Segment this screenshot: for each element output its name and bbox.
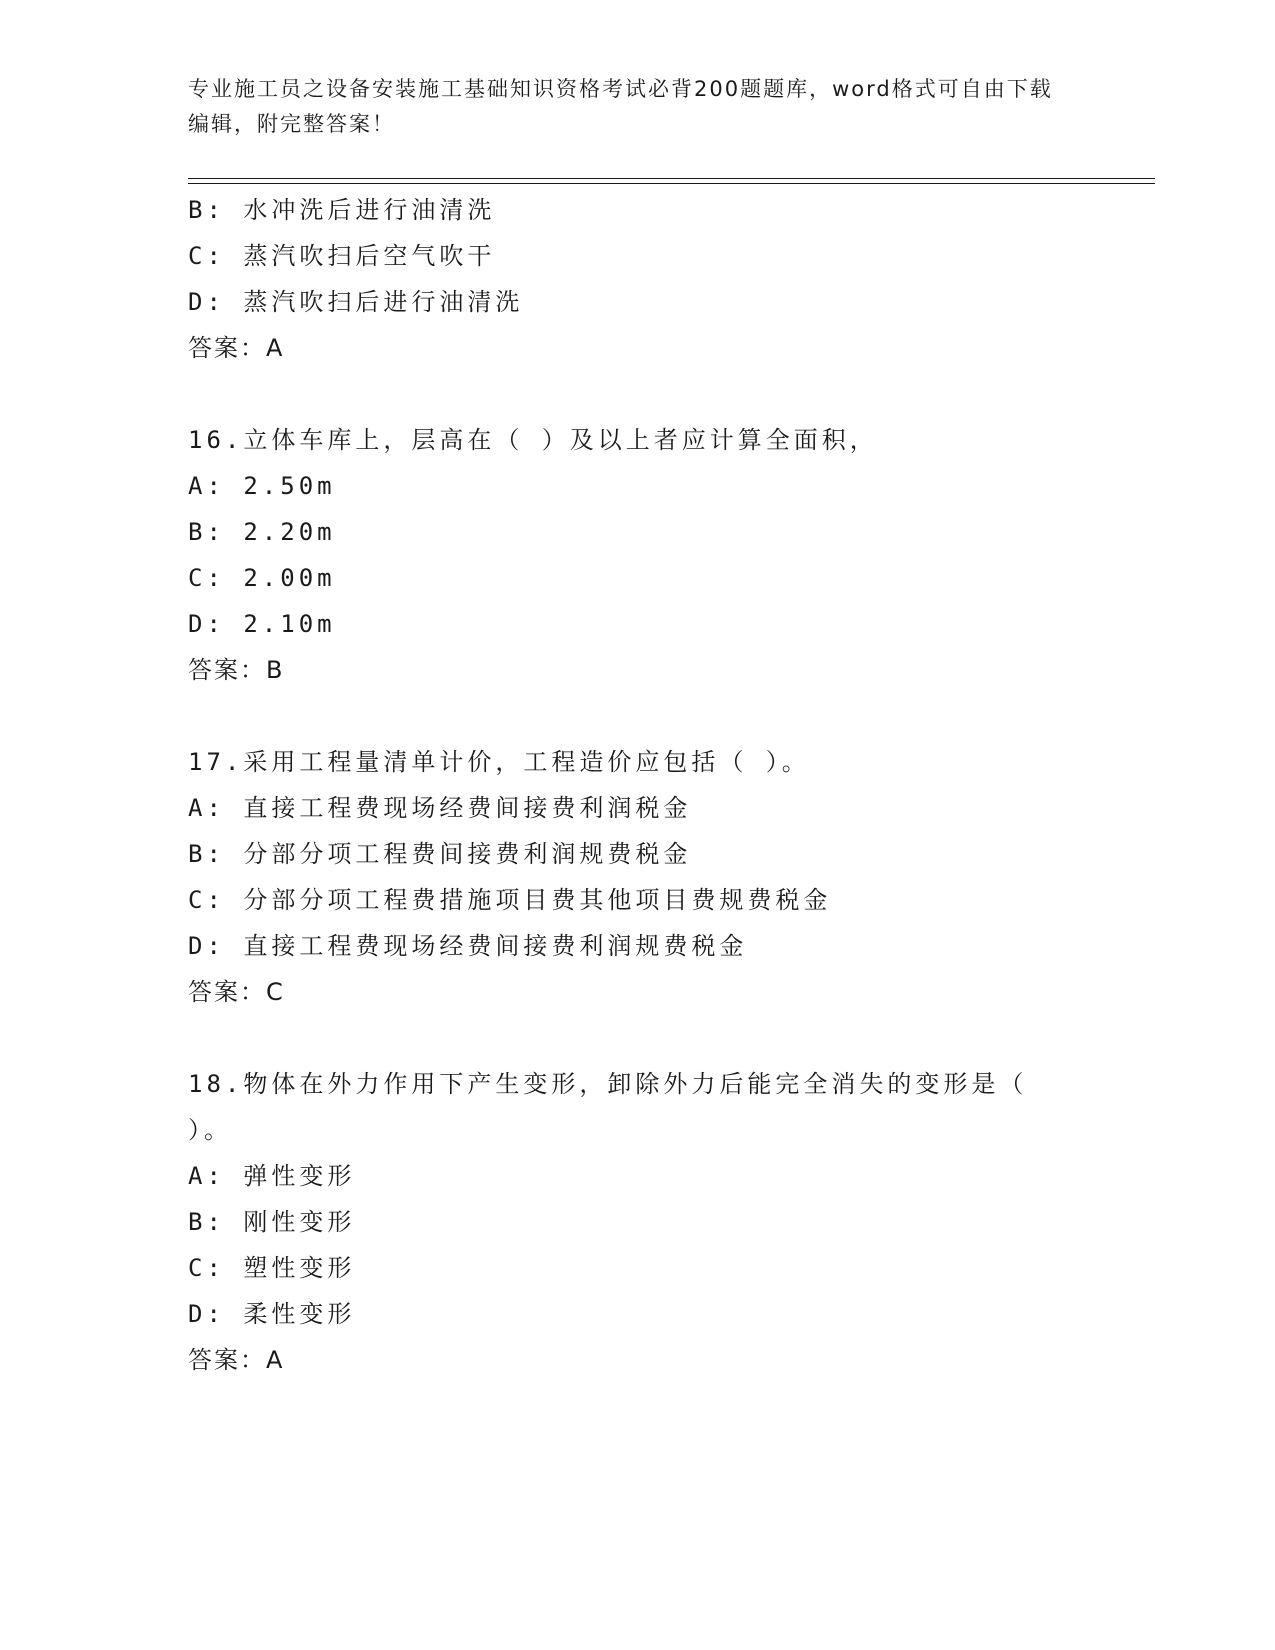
option-line: D: 直接工程费现场经费间接费利润规费税金	[188, 932, 748, 960]
answer-line: 答案：A	[188, 1346, 285, 1374]
question-text: 17.采用工程量清单计价，工程造价应包括（ ）。	[188, 748, 810, 776]
option-line: A: 2.50m	[188, 472, 336, 500]
answer-line: 答案：B	[188, 656, 285, 684]
option-line: B: 分部分项工程费间接费利润规费税金	[188, 840, 692, 868]
option-line: A: 直接工程费现场经费间接费利润税金	[188, 794, 692, 822]
document-header: 专业施工员之设备安装施工基础知识资格考试必背200题题库，word格式可自由下载编辑，附完整答案！	[188, 77, 1053, 136]
spacer	[188, 371, 1068, 417]
option-line: D: 柔性变形	[188, 1300, 356, 1328]
question-text: 16.立体车库上，层高在（ ）及以上者应计算全面积，	[188, 426, 878, 454]
header-divider-top	[188, 178, 1155, 179]
spacer	[188, 1015, 1068, 1061]
option-line: C: 塑性变形	[188, 1254, 356, 1282]
question-content	[188, 187, 1068, 1383]
spacer	[188, 693, 1068, 739]
option-line: C: 2.00m	[188, 564, 336, 592]
option-line: C: 分部分项工程费措施项目费其他项目费规费税金	[188, 886, 832, 914]
option-line: D: 蒸汽吹扫后进行油清洗	[188, 288, 524, 316]
header-divider-bottom	[188, 183, 1155, 184]
answer-line: 答案：A	[188, 334, 285, 362]
option-line: C: 蒸汽吹扫后空气吹干	[188, 242, 496, 270]
option-line: D: 2.10m	[188, 610, 336, 638]
option-line: A: 弹性变形	[188, 1162, 356, 1190]
answer-line: 答案：C	[188, 978, 285, 1006]
option-line: B: 2.20m	[188, 518, 336, 546]
question-text: 18.物体在外力作用下产生变形，卸除外力后能完全消失的变形是（ ）。	[188, 1070, 1028, 1144]
option-line: B: 刚性变形	[188, 1208, 356, 1236]
option-line: B: 水冲洗后进行油清洗	[188, 196, 496, 224]
